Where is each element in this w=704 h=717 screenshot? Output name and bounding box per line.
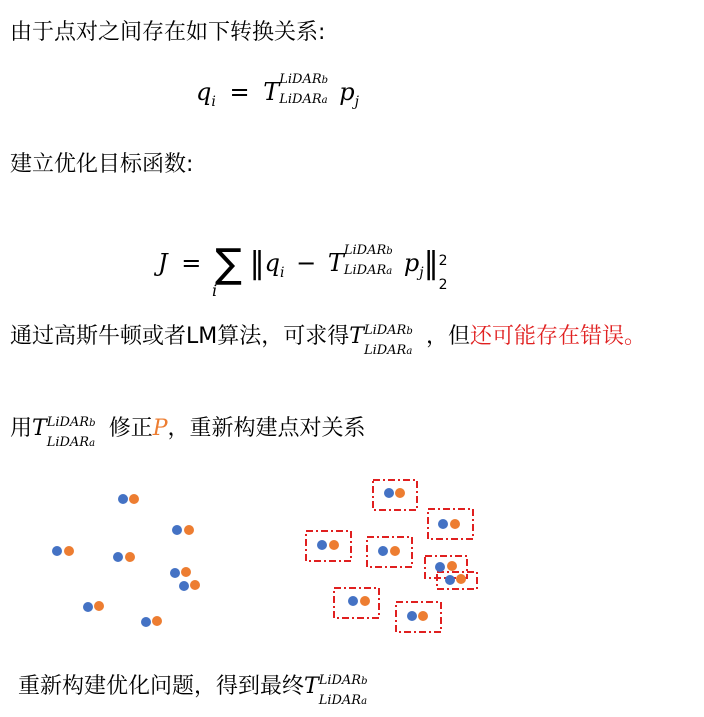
text-line-3: 通过高斯牛顿或者LM算法，可求得T LiDARb LiDARa ，但还可能存在错误。 (10, 323, 646, 358)
text-line-5: 重新构建优化问题，得到最终T LiDARb LiDARa (18, 673, 368, 708)
equation-transform: $q_i = T$ LiDARb LiDARa $p_j$ (196, 72, 359, 110)
warning-text: 还可能存在错误。 (469, 324, 646, 349)
right-point-pairs (306, 480, 477, 632)
equation-objective: J = ∑ i $‖q_i - T$ LiDARb LiDARa $p_j‖$ 2 2 (158, 241, 448, 300)
intro-text-1: 由于点对之间存在如下转换关系: (10, 20, 326, 45)
intro-text-2: 建立优化目标函数: (10, 152, 194, 177)
left-point-pairs (52, 494, 200, 627)
text-line-4: 用T LiDARb LiDARa 修正P，重新构建点对关系 (10, 415, 366, 450)
